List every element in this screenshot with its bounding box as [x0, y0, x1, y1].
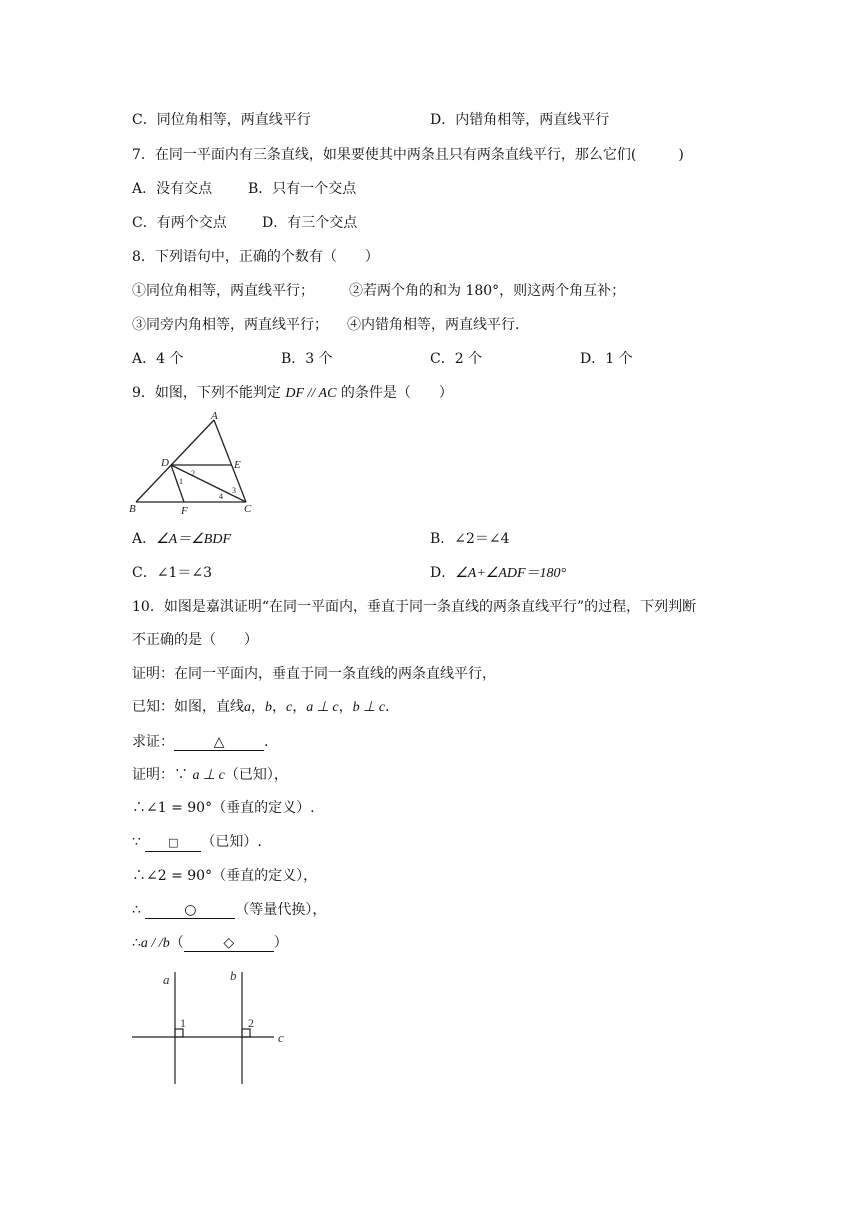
q9-option-a: [132, 529, 231, 550]
q10-proof-step5: [132, 900, 326, 920]
q10-angle1: ∴∠1 = 90°: [132, 800, 213, 816]
q10-proof-title: 证明：在同一平面内，垂直于同一条直线的两条直线平行，: [132, 666, 496, 682]
q10-because: ∵: [132, 834, 141, 850]
q7-option-c: C．有两个交点: [132, 215, 227, 231]
fig9-label-a: A: [211, 410, 218, 422]
q10-perpendicular-figure: [126, 962, 296, 1092]
q9-option-c: [132, 563, 212, 583]
fig9-label-c: C: [244, 503, 252, 515]
q8-statement-1: ①同位角相等，两直线平行；: [132, 283, 314, 299]
q9-stem-post: 的条件是（ ）: [336, 385, 453, 401]
q9-stem: [132, 383, 453, 404]
fig9-angle-3: 3: [232, 486, 236, 495]
q10-given-rel2: b ⊥ c: [352, 700, 386, 715]
q8-statement-2: ②若两个角的和为 180°，则这两个角互补；: [349, 283, 626, 299]
q10-equal-sub: （等量代换），: [235, 902, 327, 918]
q10-angle2: ∴∠2 = 90°: [132, 868, 213, 884]
q8-statement-4: ④内错角相等，两直线平行．: [347, 317, 529, 333]
q8-option-c: C．2 个: [430, 351, 483, 367]
q9-stem-pre: 9．如图，下列不能判定: [132, 385, 286, 401]
fig10-angle-1: 1: [180, 1016, 186, 1030]
q7-stem-close: ): [678, 147, 684, 163]
q8-option-a: A．4 个: [132, 351, 184, 367]
q10-proof-rel: a ⊥ c: [192, 768, 225, 783]
fig9-angle-4: 4: [219, 492, 223, 501]
q9-option-c-label: C．: [132, 565, 157, 581]
q10-known2: （已知）.: [201, 834, 262, 850]
blank-diamond: ◇: [184, 935, 274, 952]
q10-proof-step6: ∴a / /b（ ◇ ）: [132, 935, 288, 951]
q10-given-rel1: a ⊥ c: [306, 700, 339, 715]
q8-option-d: D．1 个: [580, 351, 633, 367]
q9-triangle-figure: [126, 408, 266, 518]
q10-known: （已知），: [224, 767, 288, 783]
q10-given-a: a: [244, 700, 251, 715]
q6-option-c: C．同位角相等，两直线平行: [132, 112, 311, 128]
q9-option-a-math: ∠A＝∠BDF: [156, 532, 231, 547]
q10-stem-line2: 不正确的是（ ）: [132, 632, 258, 648]
q7-option-d: D．有三个交点: [262, 215, 358, 231]
q10-given-pre: 已知：如图，直线: [132, 699, 244, 715]
fig9-angle-1: 1: [179, 477, 183, 486]
q10-concl-math: a / /b: [140, 936, 170, 951]
q10-proof-step1: [132, 765, 288, 786]
q10-proof-start: 证明：∵: [132, 767, 188, 783]
q10-given: 已知：如图，直线a，b，c，a ⊥ c，b ⊥ c．: [132, 699, 400, 715]
fig9-label-d: D: [161, 457, 169, 469]
q9-option-b-math: ∠2＝∠4: [454, 531, 510, 547]
q6-option-d: D．内错角相等，两直线平行: [430, 112, 610, 128]
q10-given-b: b: [265, 700, 272, 715]
q10-proof-step3: [132, 832, 262, 852]
q10-prove: 求证： △ .: [132, 734, 269, 750]
q7-stem-text: 7．在同一平面内有三条直线，如果要使其中两条且只有两条直线平行，那么它们(: [132, 147, 637, 163]
fig10-label-b: b: [230, 968, 237, 983]
fig9-angle-2: 2: [191, 469, 195, 478]
q9-option-d: [430, 563, 566, 584]
q9-option-d-label: D．: [430, 565, 456, 581]
q9-option-a-label: A．: [132, 531, 157, 547]
fig10-label-a: a: [163, 972, 170, 987]
fig9-label-b: B: [129, 503, 136, 515]
q9-option-b: [430, 529, 510, 549]
q7-option-a: A．没有交点: [132, 181, 213, 197]
blank-square: □: [145, 835, 201, 852]
q7-option-b: B．只有一个交点: [248, 181, 357, 197]
blank-circle: ○: [145, 902, 235, 919]
q7-stem: [132, 145, 684, 165]
q8-statement-3: ③同旁内角相等，两直线平行；: [132, 317, 328, 333]
q10-prove-label: 求证：: [132, 734, 174, 750]
q10-angle2-reason: （垂直的定义），: [212, 868, 318, 884]
fig10-angle-2: 2: [248, 1016, 254, 1030]
fig9-label-e: E: [234, 459, 241, 471]
q8-option-b: B．3 个: [281, 351, 333, 367]
q10-proof-step2: [132, 798, 315, 818]
q10-stem-line1: 10．如图是嘉淇证明“在同一平面内，垂直于同一条直线的两条直线平行”的过程，下列判断: [132, 599, 697, 615]
q9-stem-math: DF // AC: [285, 386, 337, 401]
blank-triangle: △: [174, 734, 264, 751]
q10-angle1-reason: （垂直的定义）.: [212, 800, 315, 816]
fig10-label-c: c: [278, 1030, 284, 1045]
fig9-label-f: F: [181, 505, 188, 517]
q9-option-b-label: B．: [430, 531, 455, 547]
q10-given-c: c: [286, 700, 293, 715]
q10-proof-step4: [132, 866, 317, 886]
q9-option-c-math: ∠1＝∠3: [156, 565, 212, 581]
q10-therefore: ∴: [132, 902, 141, 918]
q9-option-d-math: ∠A+∠ADF＝180°: [455, 566, 567, 581]
q8-stem: 8．下列语句中，正确的个数有（ ）: [132, 249, 379, 265]
q10-concl-prefix: ∴: [132, 935, 141, 951]
